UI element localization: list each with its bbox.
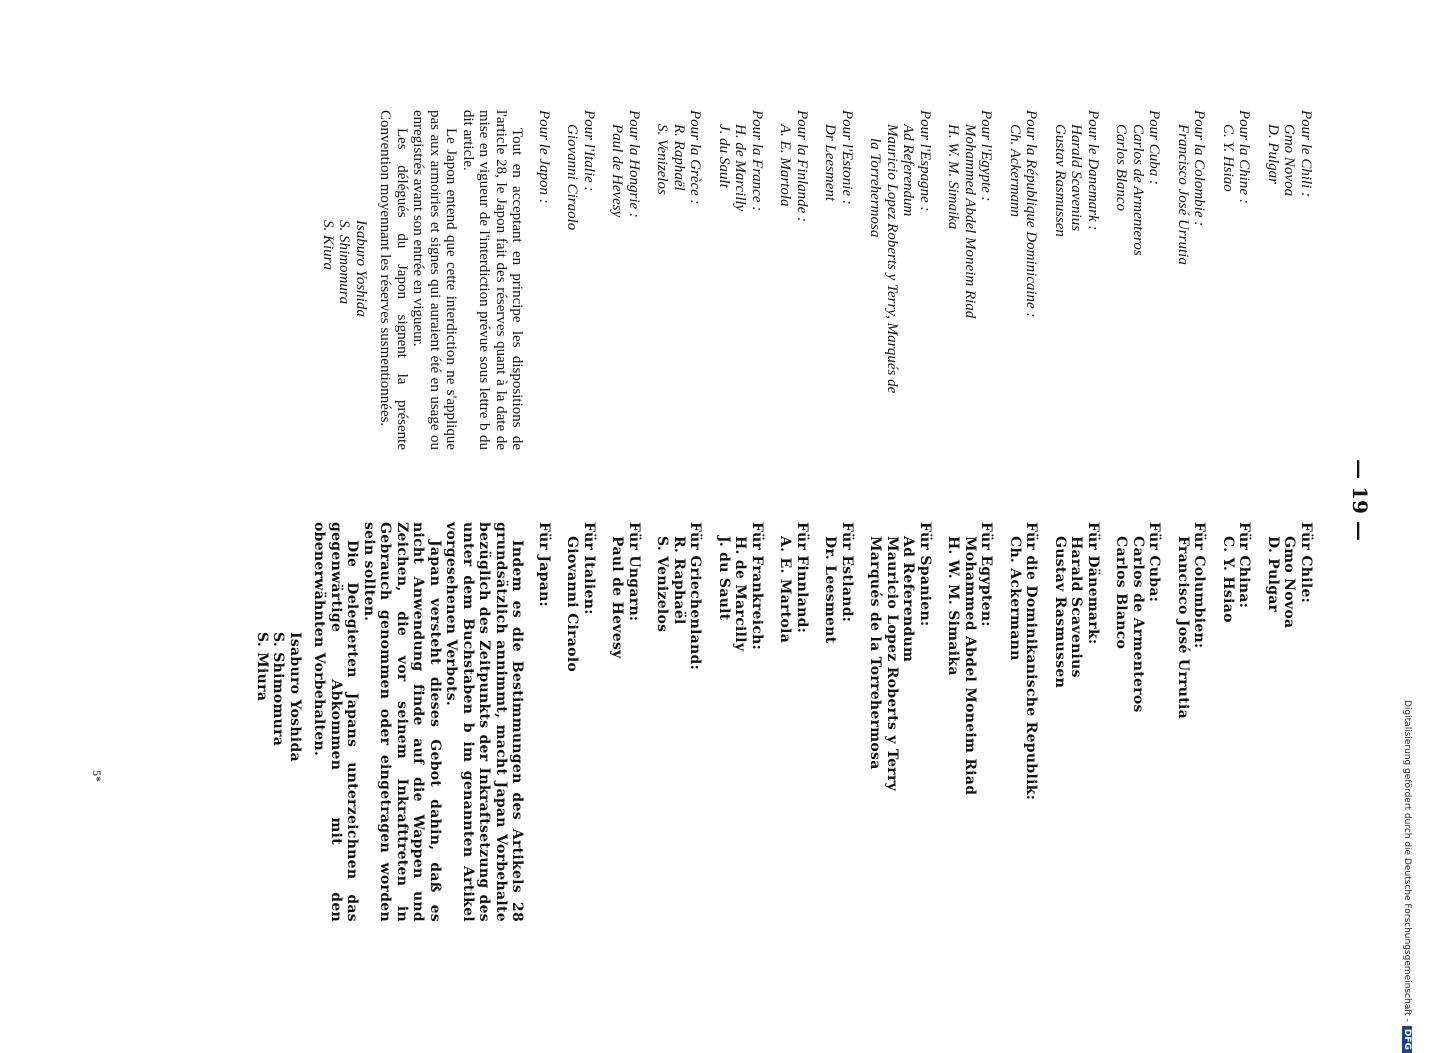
delegate-name: Carlos Blanco xyxy=(1113,536,1130,650)
country-heading: Pour la Finlande : xyxy=(794,110,810,223)
country-heading: Für Ungarn: xyxy=(626,522,642,622)
country-heading: Für Chile: xyxy=(1298,522,1314,604)
delegate-name: A. E. Martola xyxy=(777,536,794,644)
delegate-name: Gmo Novoa xyxy=(1281,124,1298,197)
signature-name: Isaburo Yoshida xyxy=(353,220,369,317)
delegate-name: Francisco José Urrutia xyxy=(1175,536,1191,720)
german-signatory-entry xyxy=(867,522,933,922)
delegate-name: J. du Sault xyxy=(716,536,732,621)
country-heading: Für Estland: xyxy=(839,522,855,623)
french-signatory-entry xyxy=(1113,110,1163,450)
german-signatory-entry xyxy=(822,522,855,922)
delegate-name: Ad Referendum xyxy=(900,124,917,217)
french-signatory-entry xyxy=(1220,110,1253,450)
signature-name: Isaburo Yoshida xyxy=(287,632,303,762)
delegate-name: Gustav Rasmussen xyxy=(1052,124,1068,237)
french-signatory-entry xyxy=(777,110,810,450)
french-japan-signatures xyxy=(320,110,370,450)
german-reservation-paragraph: Die Delegierten Japans unterzeichnen das gegenwärtige Abkommen mit den obenerwähnten Vorbehalten. xyxy=(311,522,361,922)
delegate-name: Paul de Hevesy xyxy=(609,124,626,218)
country-heading: Pour l'Estonie : xyxy=(839,110,855,205)
country-heading: Für die Dominikanische Republik: xyxy=(1023,522,1040,801)
delegate-name: A. E. Martola xyxy=(777,124,794,207)
german-signatory-entry xyxy=(945,522,995,922)
delegate-name: Gmo Novoa xyxy=(1281,536,1298,629)
country-heading: Für Egypten: xyxy=(978,522,995,627)
delegate-name: Carlos de Armenteros xyxy=(1130,536,1146,713)
country-heading: Pour l'Italie : xyxy=(581,110,597,192)
german-reservation-paragraph: Japan versteht dieses Gebot dahin, daß es nicht Anwendung finde auf die Wappen und Zeichen, die vor seinem Inkrafttreten in Gebrauch genommen oder eingetragen worden sein sollten. xyxy=(361,522,443,922)
delegate-name: Carlos Blanco xyxy=(1113,124,1130,212)
german-signatory-entry xyxy=(777,522,810,922)
credit-text: Digitalisierung gefördert durch die Deutsche Forschungsgemeinschaft - xyxy=(1402,700,1412,1022)
delegate-name: Mohammed Abdel Moneim Riad xyxy=(962,536,978,796)
country-heading: Pour le Danemark : xyxy=(1085,110,1101,231)
delegate-name: Gustav Rasmussen xyxy=(1052,536,1068,689)
country-heading: Pour la République Dominicaine : xyxy=(1023,110,1040,318)
delegate-name: R. Raphaël xyxy=(671,536,687,625)
french-signatory-entry xyxy=(867,110,933,450)
german-japan-signatures xyxy=(254,522,304,922)
delegate-name: Dr Leesment xyxy=(822,124,839,202)
delegate-name: Paul de Hevesy xyxy=(609,536,626,659)
delegate-name: Mauricio Lopez Roberts y Terry, Marqués de xyxy=(884,124,900,394)
german-japan-section xyxy=(254,522,553,922)
country-heading: Pour le Chili : xyxy=(1298,110,1314,198)
delegate-name: D. Pulgar xyxy=(1265,536,1281,613)
delegate-name: Dr. Leesment xyxy=(822,536,839,644)
french-japan-reservations xyxy=(377,110,526,450)
delegate-name: Ad Referendum xyxy=(900,536,917,663)
french-reservation-paragraph: Les délégués du Japon signent la présente Convention moyennant les réserves susmentionnées. xyxy=(377,110,410,450)
delegate-name: Ch. Ackermann xyxy=(1007,124,1023,218)
german-signatory-list xyxy=(564,522,1314,922)
german-signatory-entry xyxy=(716,522,766,922)
country-heading: Pour la Hongrie : xyxy=(626,110,642,218)
german-signatory-entry xyxy=(1265,522,1315,922)
delegate-name: J. du Sault xyxy=(716,124,732,188)
delegate-name: Marqués de la Torrehermosa xyxy=(867,536,884,770)
german-japan-reservations xyxy=(311,522,526,922)
delegate-name: Ch. Ackermann xyxy=(1007,536,1023,661)
german-signatory-entry xyxy=(564,522,597,922)
delegate-name: R. Raphaël xyxy=(671,124,687,191)
german-column xyxy=(242,522,1315,922)
digitization-credit xyxy=(1402,700,1412,1050)
french-signatory-entry xyxy=(564,110,597,450)
delegate-name: Giovanni Ciraolo xyxy=(564,536,581,673)
signature-mark: 5* xyxy=(90,770,104,782)
country-heading: Für Finnland: xyxy=(794,522,810,634)
country-heading: Pour l'Egypte : xyxy=(978,110,995,202)
german-reservation-paragraph: Indem es die Bestimmungen des Artikels 28 grundsätzlich annimmt, macht Japan Vorbehalte bezüglich des Zeitpunkts der Inkraftsetzung des unter dem Buchstaben b im genannten Artikel vorgesehenen Verbots. xyxy=(443,522,526,922)
french-reservation-paragraph: Tout en acceptant en principe les dispositions de l'article 28, le Japon fait des réserves quant à la date de mise en vigueur de l'interdiction prévue sous lettre b du dit article. xyxy=(460,110,526,450)
french-reservation-paragraph: Le Japon entend que cette interdiction ne s'applique pas aux armoiries et signes qui auraient été en usage ou enregistrés avant son entrée en vigueur. xyxy=(410,110,460,450)
german-japan-heading: Für Japan: xyxy=(536,522,552,608)
german-signatory-entry xyxy=(1175,522,1208,922)
french-signatory-list xyxy=(564,110,1314,450)
delegate-name: C. Y. Hsiao xyxy=(1220,124,1236,192)
delegate-name: Francisco José Urrutia xyxy=(1175,124,1191,265)
country-heading: Pour la Chine : xyxy=(1236,110,1253,204)
country-heading: Für Dänemark: xyxy=(1085,522,1101,645)
german-signatory-entry xyxy=(1007,522,1040,922)
french-signatory-entry xyxy=(1175,110,1208,450)
delegate-name: S. Venizelos xyxy=(654,536,671,633)
french-signatory-entry xyxy=(1265,110,1315,450)
french-signatory-entry xyxy=(716,110,766,450)
delegate-name: H. de Marcilly xyxy=(732,536,749,652)
german-signatory-entry xyxy=(654,522,704,922)
german-signatory-entry xyxy=(1113,522,1163,922)
french-signatory-entry xyxy=(1052,110,1102,450)
french-signatory-entry xyxy=(945,110,995,450)
country-heading: Für Columbien: xyxy=(1191,522,1208,649)
german-signatory-entry xyxy=(1052,522,1102,922)
delegate-name: H. W. M. Simaika xyxy=(945,536,962,676)
french-signatory-entry xyxy=(609,110,642,450)
german-signatory-entry xyxy=(1220,522,1253,922)
country-heading: Für Italien: xyxy=(581,522,597,615)
country-heading: Pour la Colombie : xyxy=(1191,110,1208,227)
country-heading: Für Griechenland: xyxy=(687,522,704,671)
country-heading: Pour l'Espagne : xyxy=(917,110,933,212)
french-column xyxy=(308,110,1315,450)
delegate-name: Harald Scavenius xyxy=(1068,536,1085,678)
delegate-name: Giovanni Ciraolo xyxy=(564,124,581,231)
delegate-name: C. Y. Hsiao xyxy=(1220,536,1236,623)
delegate-name: Mauricio Lopez Roberts y Terry xyxy=(884,536,900,792)
signature-name: S. Shimomura xyxy=(270,632,287,747)
country-heading: Pour la Grèce : xyxy=(687,110,704,205)
french-signatory-entry xyxy=(1007,110,1040,450)
delegate-name: H. W. M. Simaika xyxy=(945,124,962,230)
delegate-name: Harald Scavenius xyxy=(1068,124,1085,232)
french-signatory-entry xyxy=(822,110,855,450)
delegate-name: S. Venizelos xyxy=(654,124,671,195)
page-number: — 19 — xyxy=(1348,459,1372,541)
german-signatory-entry xyxy=(609,522,642,922)
country-heading: Pour la France : xyxy=(749,110,765,212)
signature-name: S. Miura xyxy=(254,632,270,702)
delegate-name: H. de Marcilly xyxy=(732,124,749,212)
signature-name: S. Kiura xyxy=(320,220,336,271)
french-signatory-entry xyxy=(654,110,704,450)
dfg-logo: DFG xyxy=(1402,1026,1412,1053)
delegate-name: la Torrehermosa xyxy=(867,138,884,238)
delegate-name: D. Pulgar xyxy=(1265,124,1281,184)
country-heading: Pour Cuba : xyxy=(1146,110,1163,185)
country-heading: Für Spanien: xyxy=(917,522,933,627)
delegate-name: Carlos de Armenteros xyxy=(1130,124,1146,256)
delegate-name: Mohammed Abdel Moneim Riad xyxy=(962,124,978,319)
country-heading: Für China: xyxy=(1236,522,1253,609)
country-heading: Für Frankreich: xyxy=(749,522,765,651)
french-japan-section xyxy=(320,110,553,450)
signature-name: S. Shimomura xyxy=(336,220,353,305)
country-heading: Für Cuba: xyxy=(1146,522,1163,603)
french-japan-heading: Pour le Japon : xyxy=(536,110,552,204)
